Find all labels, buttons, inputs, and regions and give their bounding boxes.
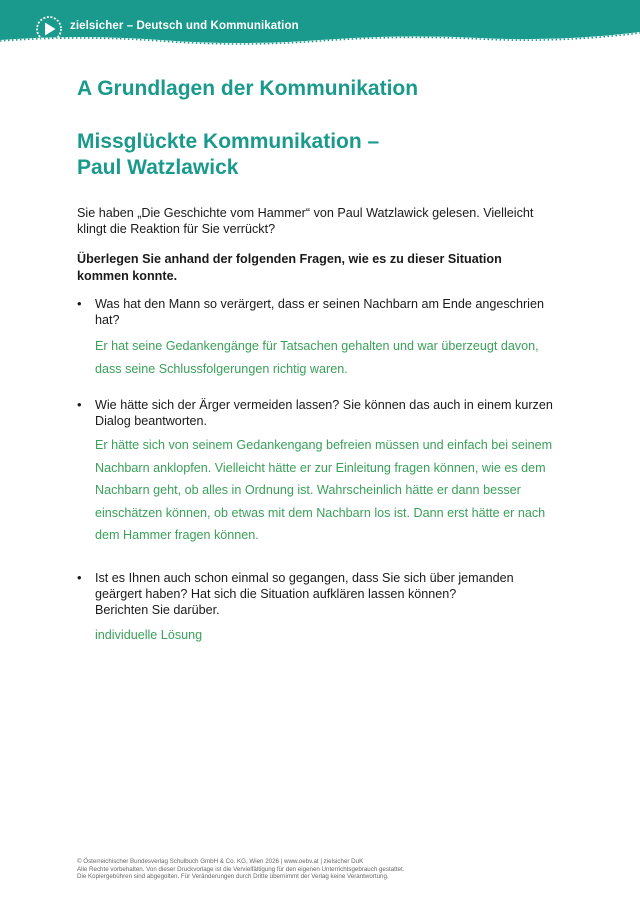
question-text bbox=[95, 570, 557, 618]
topic-title bbox=[77, 129, 379, 181]
bullet: • bbox=[77, 397, 82, 412]
topic-title-line-2: Paul Watzlawick bbox=[77, 156, 239, 179]
question-text: Was hat den Mann so verärgert, dass er seinen Nachbarn am Ende angeschrien hat? bbox=[95, 297, 544, 327]
bullet: • bbox=[77, 296, 82, 311]
answer-text: Er hat seine Gedankengänge für Tatsachen gehalten und war überzeugt davon, dass seine Schlussfolgerungen richtig waren. bbox=[95, 339, 539, 376]
topic-title-line-1: Missglückte Kommunikation – bbox=[77, 130, 380, 153]
intro-text: Sie haben „Die Geschichte vom Hammer“ von Paul Watzlawick gelesen. Vielleicht klingt die Reaktion für Sie verrückt? bbox=[77, 206, 534, 236]
task-instruction: Überlegen Sie anhand der folgenden Fragen, wie es zu dieser Situation kommen konnte. bbox=[77, 252, 502, 283]
answer-text: Er hätte sich von seinem Gedankengang befreien müssen und einfach bei seinem Nachbarn anklopfen. Vielleicht hätte er zur Einleitung fragen können, wie es dem Nachbarn geht, ob alles in Ordnung ist. Wahrscheinlich hätte er dann besser einschätzen können, ob etwas mit dem Nachbarn los ist. Dann erst hätte er nach dem Hammer fragen können. bbox=[95, 438, 553, 542]
footer-copyright bbox=[77, 858, 404, 881]
play-circle-icon bbox=[34, 14, 64, 44]
footer-line-1: © Österreichischer Bundesverlag Schulbuch GmbH & Co. KG, Wien 2026 | www.oebv.at | zielsicher DuK bbox=[77, 858, 364, 865]
header-title: zielsicher – Deutsch und Kommunikation bbox=[70, 20, 299, 32]
question-text-line-2: Berichten Sie darüber. bbox=[95, 603, 220, 617]
question-text: Wie hätte sich der Ärger vermeiden lassen? Sie können das auch in einem kurzen Dialog beantworten. bbox=[95, 398, 553, 428]
footer-line-2: Alle Rechte vorbehalten. Von dieser Druckvorlage ist die Vervielfältigung für den eigenen Unterrichtsgebrauch gestattet. bbox=[77, 865, 405, 873]
answer-text: individuelle Lösung bbox=[95, 628, 203, 642]
question-text-line-1: Ist es Ihnen auch schon einmal so gegangen, dass Sie sich über jemanden geärgert haben? Hat sich die Situation aufklären lassen können? bbox=[95, 571, 514, 601]
footer-line-3: Die Kopiergebühren sind abgegolten. Für Veränderungen durch Dritte übernimmt der Verlag keine Verantwortung. bbox=[77, 873, 389, 881]
bullet: • bbox=[77, 570, 82, 585]
section-title: A Grundlagen der Kommunikation bbox=[77, 77, 419, 100]
